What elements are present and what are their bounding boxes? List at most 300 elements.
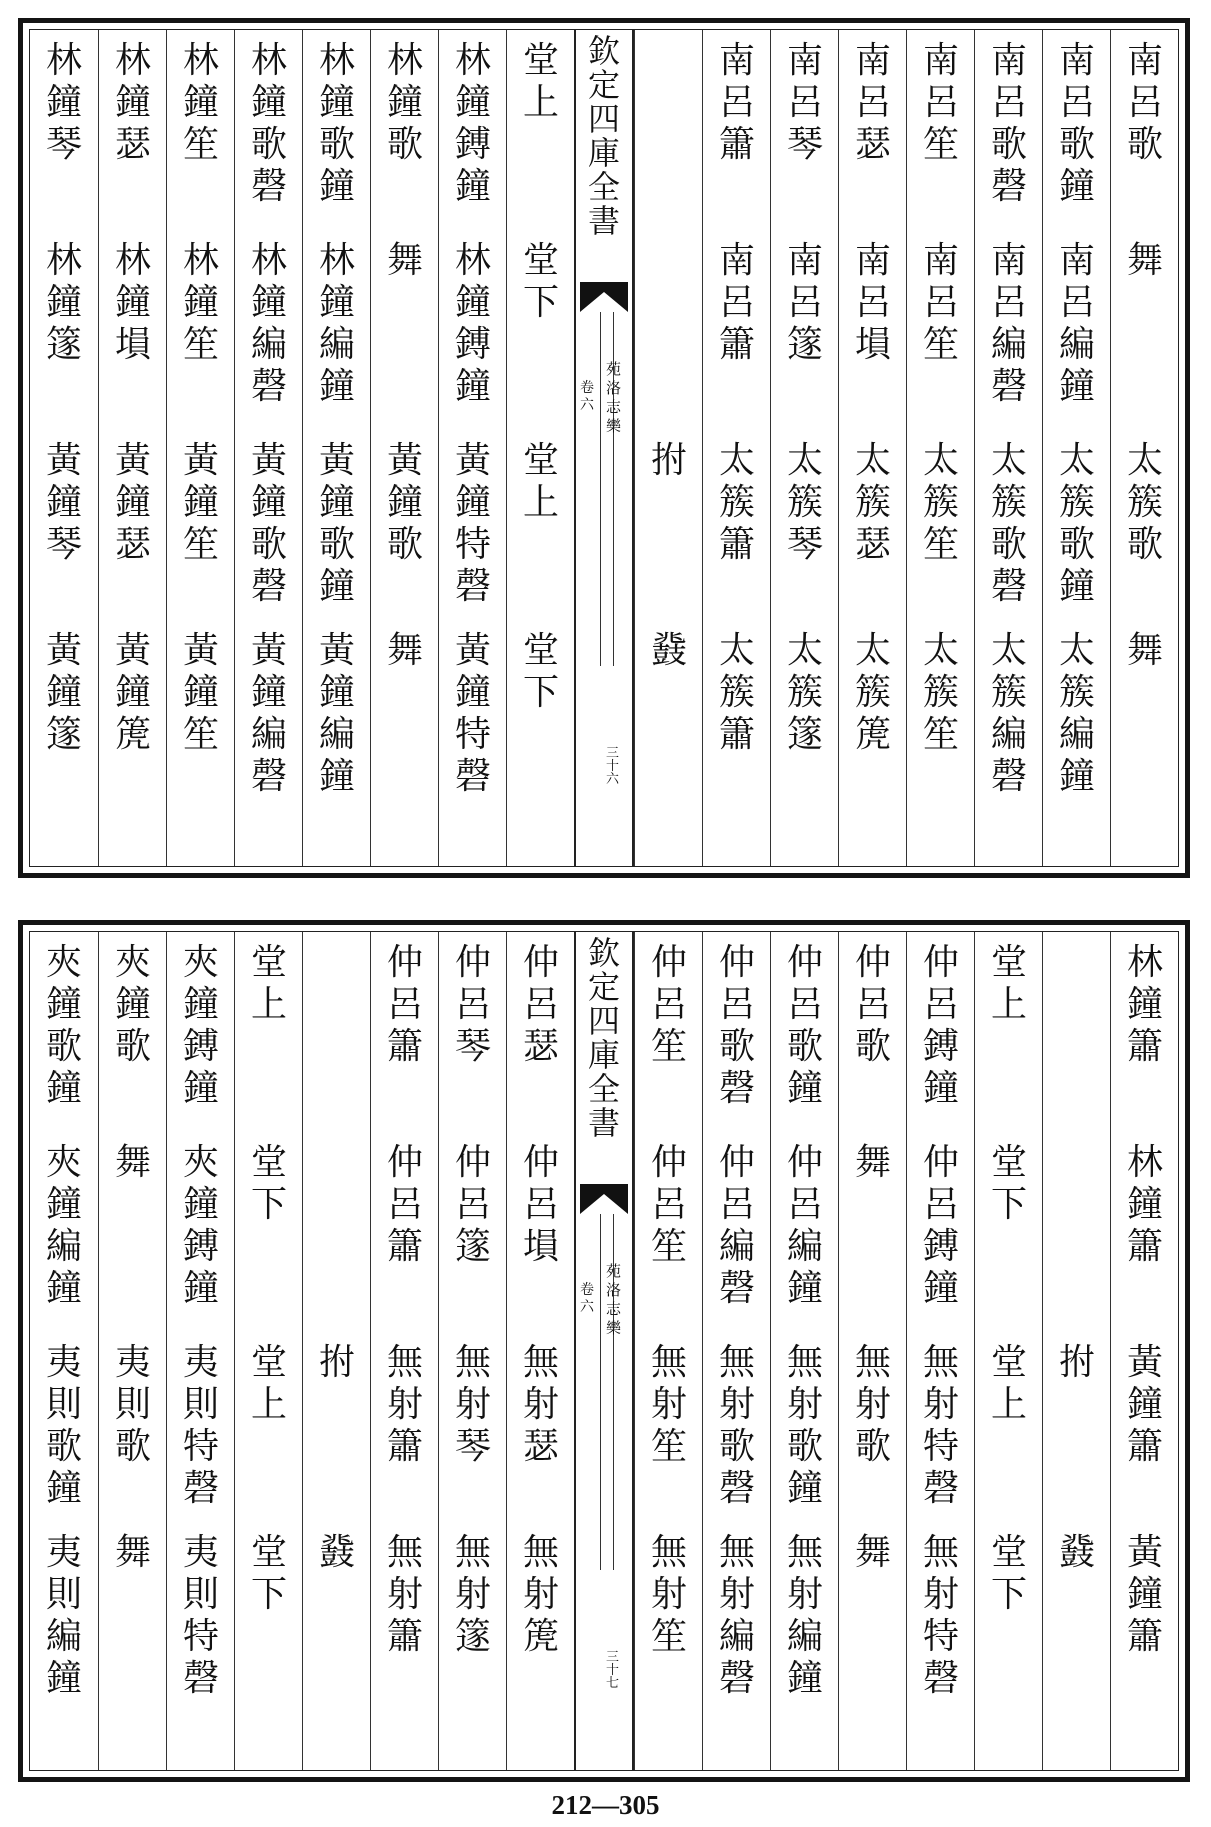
text-cell	[1111, 942, 1179, 1068]
text-cell	[839, 440, 907, 566]
character: 篴	[45, 324, 82, 365]
character: 堂	[250, 1142, 287, 1183]
character: 無	[922, 1532, 959, 1573]
bottom-page-frame	[29, 931, 1179, 1771]
character: 鐘	[454, 166, 491, 207]
character: 笙	[650, 1616, 687, 1657]
right-text-column	[634, 932, 703, 1770]
book-title-character: 志	[606, 398, 622, 416]
character: 太	[854, 630, 891, 671]
character: 射	[386, 1574, 423, 1615]
character: 呂	[1126, 82, 1163, 123]
text-cell	[439, 1342, 507, 1468]
folio-number-character: 三	[606, 746, 620, 761]
right-text-column	[770, 30, 839, 866]
character: 笙	[650, 1026, 687, 1067]
character: 瑟	[854, 524, 891, 565]
title-character: 定	[587, 66, 620, 104]
character: 鐘	[1126, 1184, 1163, 1225]
character: 編	[718, 1616, 755, 1657]
character: 射	[854, 1384, 891, 1425]
character: 鐘	[454, 672, 491, 713]
character: 琴	[454, 1426, 491, 1467]
character: 呂	[386, 1184, 423, 1225]
character: 鼗	[318, 1532, 355, 1573]
character: 磬	[250, 366, 287, 407]
character: 鎛	[922, 1226, 959, 1267]
character: 歌	[990, 524, 1027, 565]
right-text-column	[906, 30, 975, 866]
character: 鐘	[182, 1184, 219, 1225]
character: 林	[318, 40, 355, 81]
character: 林	[182, 40, 219, 81]
character: 無	[386, 1532, 423, 1573]
text-cell	[507, 1142, 575, 1268]
character: 鐘	[182, 282, 219, 323]
text-cell	[975, 240, 1043, 408]
right-text-column	[838, 30, 907, 866]
text-cell	[235, 240, 303, 408]
character: 瑟	[854, 124, 891, 165]
character: 磬	[990, 166, 1027, 207]
character: 呂	[718, 1184, 755, 1225]
character: 琴	[786, 524, 823, 565]
book-title	[606, 1262, 621, 1338]
character: 仲	[522, 1142, 559, 1183]
character: 林	[1126, 1142, 1163, 1183]
left-text-column	[30, 30, 98, 866]
character: 編	[786, 1616, 823, 1657]
text-cell	[1043, 440, 1111, 608]
text-cell	[303, 240, 371, 408]
character: 黃	[250, 630, 287, 671]
folio-number	[606, 747, 619, 786]
character: 仲	[786, 942, 823, 983]
character: 簫	[1126, 1026, 1163, 1067]
text-cell	[235, 440, 303, 608]
character: 太	[922, 630, 959, 671]
character: 下	[250, 1574, 287, 1615]
text-cell	[771, 1142, 839, 1310]
text-cell	[371, 1342, 439, 1468]
character: 無	[522, 1342, 559, 1383]
text-cell	[507, 40, 575, 124]
character: 南	[786, 40, 823, 81]
character: 鐘	[45, 1184, 82, 1225]
character: 南	[990, 40, 1027, 81]
character: 林	[454, 240, 491, 281]
left-text-column	[166, 932, 235, 1770]
character: 夷	[114, 1342, 151, 1383]
character: 黃	[318, 630, 355, 671]
character: 南	[1126, 40, 1163, 81]
character: 瑟	[114, 524, 151, 565]
text-cell	[839, 1532, 907, 1574]
character: 鐘	[250, 672, 287, 713]
title-character: 全	[587, 1070, 620, 1108]
character: 鐘	[114, 482, 151, 523]
character: 鎛	[922, 1026, 959, 1067]
left-text-column	[370, 932, 439, 1770]
text-cell	[975, 942, 1043, 1026]
character: 林	[318, 240, 355, 281]
left-text-column	[438, 30, 507, 866]
character: 仲	[718, 942, 755, 983]
character: 無	[522, 1532, 559, 1573]
character: 南	[786, 240, 823, 281]
text-cell	[1043, 1342, 1111, 1384]
character: 下	[990, 1574, 1027, 1615]
character: 磬	[454, 756, 491, 797]
text-cell	[1111, 40, 1179, 166]
character: 簫	[718, 124, 755, 165]
character: 太	[1058, 440, 1095, 481]
character: 仲	[454, 1142, 491, 1183]
character: 太	[922, 440, 959, 481]
left-text-column	[98, 30, 167, 866]
character: 簫	[386, 1026, 423, 1067]
character: 歌	[318, 124, 355, 165]
right-text-column	[838, 932, 907, 1770]
character: 簇	[990, 672, 1027, 713]
text-cell	[839, 942, 907, 1068]
text-cell	[635, 1342, 703, 1468]
text-cell	[371, 240, 439, 282]
text-cell	[703, 1532, 771, 1700]
character: 特	[182, 1616, 219, 1657]
character: 舞	[386, 630, 423, 671]
character: 仲	[386, 942, 423, 983]
right-text-column	[634, 30, 703, 866]
fish-tail-mark	[580, 1184, 628, 1214]
character: 林	[250, 240, 287, 281]
top-page-frame	[29, 29, 1179, 867]
character: 射	[786, 1384, 823, 1425]
character: 鐘	[1058, 566, 1095, 607]
text-cell	[235, 630, 303, 798]
text-cell	[235, 942, 303, 1026]
character: 笙	[182, 124, 219, 165]
text-cell	[439, 1142, 507, 1268]
character: 無	[454, 1532, 491, 1573]
folio-number-character: 三	[606, 1650, 620, 1665]
character: 下	[522, 672, 559, 713]
character: 編	[45, 1226, 82, 1267]
character: 林	[1126, 942, 1163, 983]
character: 編	[250, 324, 287, 365]
character: 歌	[114, 1426, 151, 1467]
title-character: 四	[587, 100, 620, 138]
character: 鎛	[454, 124, 491, 165]
character: 鐘	[114, 984, 151, 1025]
text-cell	[30, 1142, 98, 1310]
character: 鐘	[114, 82, 151, 123]
character: 歌	[45, 1426, 82, 1467]
page-number: 212—305	[551, 1790, 660, 1820]
text-cell	[703, 40, 771, 166]
text-cell	[99, 240, 167, 366]
character: 黃	[318, 440, 355, 481]
character: 黃	[114, 630, 151, 671]
text-cell	[771, 40, 839, 166]
character: 太	[854, 440, 891, 481]
collection-title	[576, 936, 632, 1140]
character: 箎	[114, 714, 151, 755]
character: 鐘	[45, 984, 82, 1025]
character: 拊	[650, 440, 687, 481]
text-cell	[439, 440, 507, 608]
character: 呂	[718, 984, 755, 1025]
text-cell	[99, 440, 167, 566]
character: 琴	[45, 524, 82, 565]
character: 夷	[182, 1342, 219, 1383]
text-cell	[839, 630, 907, 756]
character: 鐘	[45, 1068, 82, 1109]
character: 太	[718, 440, 755, 481]
text-cell	[1111, 630, 1179, 672]
character: 磬	[718, 1068, 755, 1109]
book-title-character: 志	[606, 1300, 622, 1318]
character: 林	[386, 40, 423, 81]
character: 鐘	[45, 482, 82, 523]
character: 簫	[386, 1616, 423, 1657]
character: 箎	[854, 714, 891, 755]
character: 無	[718, 1342, 755, 1383]
character: 篴	[45, 714, 82, 755]
character: 鐘	[45, 82, 82, 123]
text-cell	[99, 1532, 167, 1574]
text-cell	[975, 1532, 1043, 1616]
character: 篴	[454, 1616, 491, 1657]
character: 簫	[1126, 1426, 1163, 1467]
left-text-column	[166, 30, 235, 866]
character: 鐘	[182, 82, 219, 123]
text-cell	[975, 40, 1043, 208]
character: 特	[922, 1616, 959, 1657]
text-cell	[439, 630, 507, 798]
character: 黃	[45, 630, 82, 671]
character: 南	[922, 240, 959, 281]
character: 則	[45, 1574, 82, 1615]
text-cell	[371, 1142, 439, 1268]
character: 歌	[854, 1026, 891, 1067]
volume-label	[580, 1282, 594, 1316]
character: 鎛	[454, 324, 491, 365]
character: 編	[318, 324, 355, 365]
text-cell	[167, 1532, 235, 1700]
character: 鐘	[1058, 166, 1095, 207]
text-cell	[1111, 440, 1179, 566]
character: 舞	[1126, 240, 1163, 281]
character: 呂	[718, 282, 755, 323]
character: 笙	[182, 524, 219, 565]
title-character: 書	[587, 202, 620, 240]
text-cell	[1043, 240, 1111, 408]
right-text-column	[1110, 30, 1179, 866]
title-character: 欽	[587, 934, 620, 972]
character: 簫	[718, 324, 755, 365]
character: 上	[990, 1384, 1027, 1425]
character: 呂	[854, 82, 891, 123]
character: 林	[45, 240, 82, 281]
character: 堂	[990, 942, 1027, 983]
text-cell	[907, 440, 975, 566]
character: 編	[250, 714, 287, 755]
character: 簇	[718, 482, 755, 523]
character: 太	[1058, 630, 1095, 671]
title-character: 庫	[587, 134, 620, 172]
right-text-column	[1110, 932, 1179, 1770]
character: 鐘	[786, 1658, 823, 1699]
character: 鎛	[182, 1226, 219, 1267]
character: 仲	[454, 942, 491, 983]
character: 磬	[718, 1268, 755, 1309]
character: 歌	[1058, 524, 1095, 565]
text-cell	[30, 942, 98, 1110]
title-character: 庫	[587, 1036, 620, 1074]
character: 簇	[1058, 482, 1095, 523]
character: 鐘	[386, 82, 423, 123]
text-cell	[1043, 630, 1111, 798]
character: 篴	[454, 1226, 491, 1267]
text-cell	[439, 40, 507, 208]
text-cell	[1111, 240, 1179, 282]
character: 磬	[250, 756, 287, 797]
character: 鐘	[182, 1268, 219, 1309]
character: 特	[922, 1426, 959, 1467]
character: 夷	[182, 1532, 219, 1573]
text-cell	[1111, 1142, 1179, 1268]
character: 鐘	[182, 672, 219, 713]
character: 舞	[386, 240, 423, 281]
character: 磬	[454, 566, 491, 607]
character: 仲	[650, 942, 687, 983]
character: 歌	[318, 524, 355, 565]
character: 磬	[250, 166, 287, 207]
character: 笙	[922, 124, 959, 165]
character: 無	[718, 1532, 755, 1573]
character: 林	[182, 240, 219, 281]
character: 歌	[1058, 124, 1095, 165]
character: 塤	[854, 324, 891, 365]
text-cell	[907, 942, 975, 1110]
text-cell	[235, 1532, 303, 1616]
character: 鐘	[318, 282, 355, 323]
character: 鐘	[922, 1268, 959, 1309]
character: 鐘	[454, 82, 491, 123]
character: 磬	[990, 566, 1027, 607]
text-cell	[507, 440, 575, 524]
character: 歌	[718, 1026, 755, 1067]
text-cell	[167, 1142, 235, 1310]
text-cell	[507, 1532, 575, 1658]
character: 瑟	[114, 124, 151, 165]
character: 南	[922, 40, 959, 81]
title-character: 欽	[587, 32, 620, 70]
character: 林	[45, 40, 82, 81]
character: 無	[786, 1532, 823, 1573]
fish-tail-mark	[580, 282, 628, 312]
left-text-column	[30, 932, 98, 1770]
character: 堂	[990, 1342, 1027, 1383]
character: 呂	[786, 282, 823, 323]
right-text-column	[974, 30, 1043, 866]
character: 黃	[1126, 1532, 1163, 1573]
character: 簫	[718, 524, 755, 565]
text-cell	[439, 1532, 507, 1658]
character: 堂	[250, 1532, 287, 1573]
character: 簫	[386, 1426, 423, 1467]
character: 呂	[922, 1184, 959, 1225]
character: 簫	[1126, 1616, 1163, 1657]
text-cell	[771, 1342, 839, 1510]
character: 塤	[114, 324, 151, 365]
character: 笙	[650, 1426, 687, 1467]
character: 上	[522, 82, 559, 123]
character: 鐘	[45, 672, 82, 713]
character: 鐘	[182, 984, 219, 1025]
text-cell	[1043, 40, 1111, 208]
folio-number-character: 六	[606, 772, 620, 787]
character: 呂	[454, 1184, 491, 1225]
text-cell	[235, 1342, 303, 1426]
center-column	[574, 30, 634, 866]
character: 拊	[1058, 1342, 1095, 1383]
character: 射	[522, 1574, 559, 1615]
book-title-character: 苑	[606, 360, 622, 378]
character: 射	[454, 1574, 491, 1615]
character: 編	[718, 1226, 755, 1267]
right-text-column	[702, 932, 771, 1770]
character: 鐘	[250, 282, 287, 323]
character: 堂	[990, 1532, 1027, 1573]
character: 簇	[1058, 672, 1095, 713]
character: 射	[650, 1574, 687, 1615]
character: 簇	[990, 482, 1027, 523]
text-cell	[30, 1342, 98, 1510]
character: 太	[990, 440, 1027, 481]
character: 太	[718, 630, 755, 671]
folio-number-character: 十	[606, 1663, 620, 1678]
character: 林	[250, 40, 287, 81]
text-cell	[303, 630, 371, 798]
text-cell	[703, 440, 771, 566]
right-text-column	[702, 30, 771, 866]
text-cell	[1111, 1532, 1179, 1658]
character: 笙	[650, 1226, 687, 1267]
text-cell	[771, 942, 839, 1110]
character: 夾	[45, 1142, 82, 1183]
character: 夾	[182, 1142, 219, 1183]
character: 南	[718, 40, 755, 81]
left-text-column	[438, 932, 507, 1770]
book-title-character: 洛	[606, 1281, 622, 1299]
text-cell	[907, 630, 975, 756]
character: 鎛	[182, 1026, 219, 1067]
character: 下	[990, 1184, 1027, 1225]
character: 呂	[522, 1184, 559, 1225]
character: 夷	[45, 1532, 82, 1573]
character: 下	[522, 282, 559, 323]
character: 夾	[182, 942, 219, 983]
character: 射	[786, 1574, 823, 1615]
character: 笙	[922, 324, 959, 365]
character: 仲	[650, 1142, 687, 1183]
volume-label-character: 卷	[580, 1282, 594, 1298]
book-title-character: 苑	[606, 1262, 622, 1280]
character: 則	[114, 1384, 151, 1425]
character: 鐘	[1126, 1384, 1163, 1425]
